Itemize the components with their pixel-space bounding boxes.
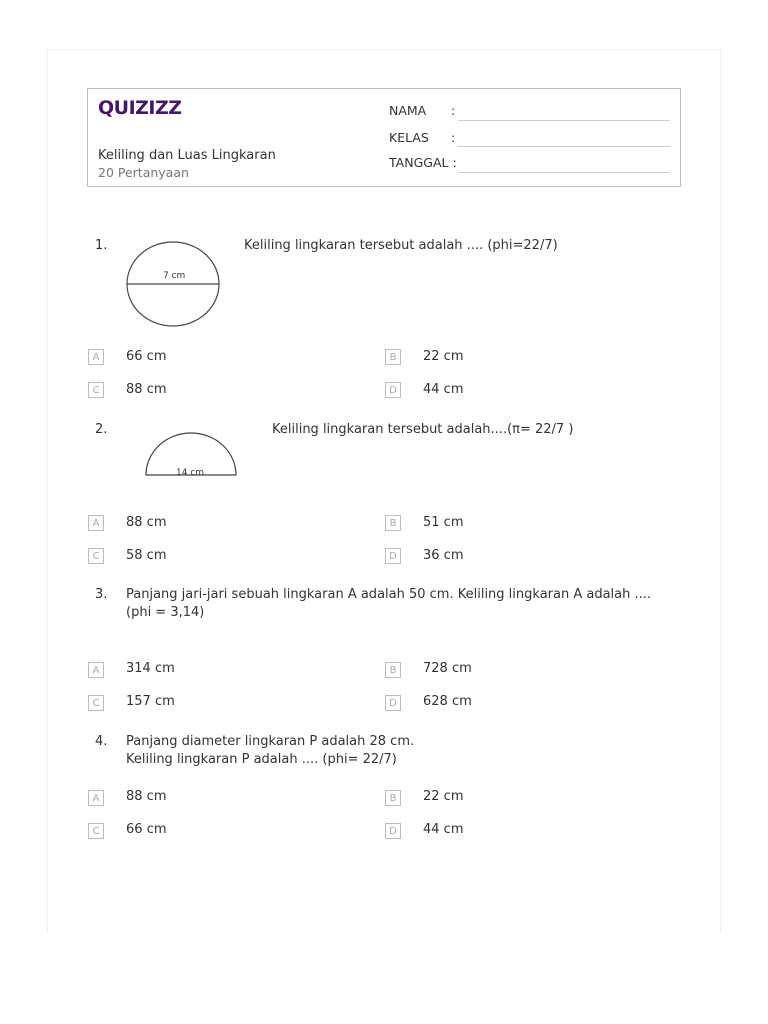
class-label: KELAS bbox=[389, 130, 429, 145]
date-field bbox=[389, 155, 457, 170]
question-2-number: 2. bbox=[95, 422, 108, 437]
question-3-option-b-box[interactable]: B bbox=[385, 662, 401, 678]
question-1-option-d-text[interactable]: 44 cm bbox=[423, 382, 464, 397]
question-2-option-c-text[interactable]: 58 cm bbox=[126, 548, 167, 563]
question-1-option-a-box[interactable]: A bbox=[88, 349, 104, 365]
question-1-number: 1. bbox=[95, 238, 108, 253]
question-3-option-a-text[interactable]: 314 cm bbox=[126, 661, 175, 676]
name-label: NAMA bbox=[389, 103, 427, 118]
question-2-option-a-box[interactable]: A bbox=[88, 515, 104, 531]
question-1-option-c-text[interactable]: 88 cm bbox=[126, 382, 167, 397]
question-4-option-d-box[interactable]: D bbox=[385, 823, 401, 839]
question-1-option-c-box[interactable]: C bbox=[88, 382, 104, 398]
question-1-option-d-box[interactable]: D bbox=[385, 382, 401, 398]
semicircle-diameter-label: 14 cm bbox=[176, 468, 205, 478]
question-4-number: 4. bbox=[95, 734, 108, 749]
question-2-option-d-box[interactable]: D bbox=[385, 548, 401, 564]
question-1-option-b-box[interactable]: B bbox=[385, 349, 401, 365]
class-colon: : bbox=[451, 130, 456, 145]
question-4-option-b-box[interactable]: B bbox=[385, 790, 401, 806]
question-4-option-c-text[interactable]: 66 cm bbox=[126, 822, 167, 837]
quiz-title: Keliling dan Luas Lingkaran bbox=[98, 148, 276, 163]
class-line[interactable] bbox=[458, 146, 670, 147]
question-4-option-b-text[interactable]: 22 cm bbox=[423, 789, 464, 804]
name-field bbox=[389, 103, 455, 118]
date-label: TANGGAL bbox=[389, 155, 449, 170]
class-field bbox=[389, 130, 455, 145]
name-colon: : bbox=[451, 103, 456, 118]
question-1-circle-figure bbox=[125, 240, 223, 330]
question-4-text-line-1: Panjang diameter lingkaran P adalah 28 cm. bbox=[126, 734, 415, 749]
question-2-option-d-text[interactable]: 36 cm bbox=[423, 548, 464, 563]
question-1-text: Keliling lingkaran tersebut adalah .... (phi=22/7) bbox=[244, 238, 558, 253]
question-3-option-b-text[interactable]: 728 cm bbox=[423, 661, 472, 676]
question-2-option-c-box[interactable]: C bbox=[88, 548, 104, 564]
question-3-option-d-text[interactable]: 628 cm bbox=[423, 694, 472, 709]
question-2-option-b-text[interactable]: 51 cm bbox=[423, 515, 464, 530]
question-4-option-c-box[interactable]: C bbox=[88, 823, 104, 839]
diameter-label: 7 cm bbox=[163, 271, 186, 281]
question-3-number: 3. bbox=[95, 587, 108, 602]
date-line[interactable] bbox=[458, 172, 670, 173]
question-4-option-d-text[interactable]: 44 cm bbox=[423, 822, 464, 837]
question-3-option-c-box[interactable]: C bbox=[88, 695, 104, 711]
question-4-text-line-2: Keliling lingkaran P adalah .... (phi= 22/7) bbox=[126, 752, 397, 767]
question-2-text: Keliling lingkaran tersebut adalah....(π= 22/7 ) bbox=[272, 422, 574, 437]
question-4-option-a-box[interactable]: A bbox=[88, 790, 104, 806]
question-2-option-b-box[interactable]: B bbox=[385, 515, 401, 531]
quizizz-logo: QUIZIZZ bbox=[98, 97, 182, 119]
worksheet-header bbox=[87, 88, 681, 187]
question-1-option-b-text[interactable]: 22 cm bbox=[423, 349, 464, 364]
question-3-text-line-2: (phi = 3,14) bbox=[126, 605, 205, 620]
question-4-option-a-text[interactable]: 88 cm bbox=[126, 789, 167, 804]
question-2-semicircle-figure bbox=[143, 430, 239, 480]
question-3-option-c-text[interactable]: 157 cm bbox=[126, 694, 175, 709]
date-colon: : bbox=[452, 155, 457, 170]
name-line[interactable] bbox=[458, 120, 670, 121]
question-3-text-line-1: Panjang jari-jari sebuah lingkaran A adalah 50 cm. Keliling lingkaran A adalah .... bbox=[126, 587, 652, 602]
question-2-option-a-text[interactable]: 88 cm bbox=[126, 515, 167, 530]
question-1-option-a-text[interactable]: 66 cm bbox=[126, 349, 167, 364]
question-3-option-d-box[interactable]: D bbox=[385, 695, 401, 711]
question-count: 20 Pertanyaan bbox=[98, 165, 189, 180]
question-3-option-a-box[interactable]: A bbox=[88, 662, 104, 678]
